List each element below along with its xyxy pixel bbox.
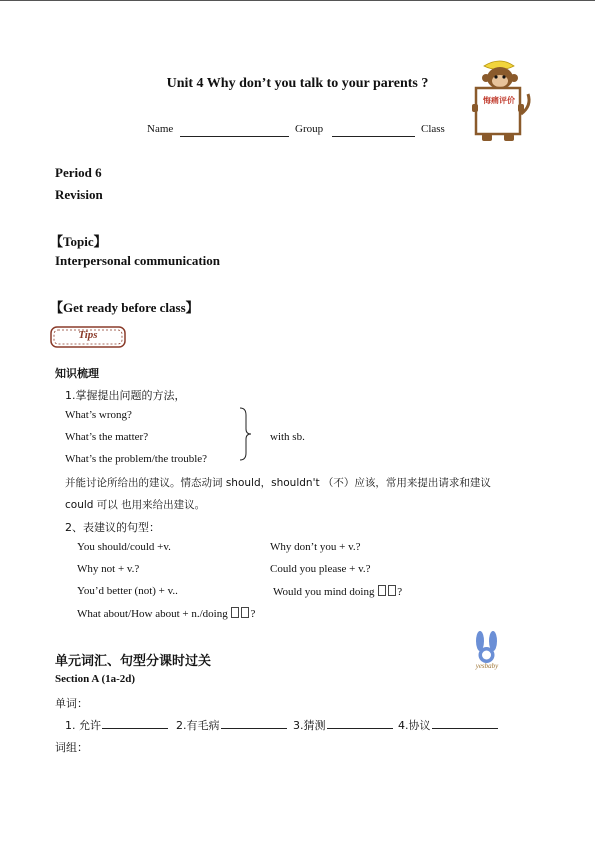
phrases-label: 词组：	[55, 741, 88, 754]
words-label: 单词：	[55, 697, 88, 710]
badge-text: 悔痛评价	[483, 96, 515, 105]
ready-heading: 【Get ready before class】	[50, 300, 199, 315]
vocab-blank-1[interactable]	[102, 717, 168, 729]
vocab-item-3: 3.猜测	[293, 717, 393, 733]
bunny-logo-text: yesbaby	[475, 662, 499, 670]
vocab-blank-3[interactable]	[327, 717, 393, 729]
vocab-item-1: 1. 允许	[65, 717, 168, 733]
pattern-left-3: You’d better (not) + v..	[77, 585, 178, 597]
page-title: Unit 4 Why don’t you talk to your parents ?	[166, 76, 429, 91]
group-blank[interactable]	[332, 125, 415, 137]
point-2: 2、表建议的句型：	[65, 521, 160, 534]
question-3: What’s the problem/the trouble?	[65, 453, 208, 465]
pattern-right-3: Would you mind doing	[273, 586, 375, 598]
pattern-left-2: Why not + v.?	[77, 563, 140, 575]
vocab-blank-4[interactable]	[432, 717, 498, 729]
period-label: Period 6	[55, 165, 102, 180]
pattern-right-1: Why don’t you + v.?	[270, 541, 361, 553]
vocab-blank-2[interactable]	[221, 717, 287, 729]
top-rule	[0, 0, 595, 1]
name-label: Name	[147, 123, 174, 135]
question-2: What’s the matter?	[65, 431, 149, 443]
missing-glyph-icon	[378, 585, 386, 596]
class-label: Class	[421, 123, 445, 135]
unit-heading: 单元词汇、句型分课时过关	[55, 654, 212, 669]
missing-glyph-icon	[231, 607, 239, 618]
vocab-item-2: 2.有毛病	[176, 717, 287, 733]
with-sb-label: with sb.	[270, 431, 305, 443]
topic-heading: 【Topic】	[50, 234, 107, 249]
pattern-left-4-wrap: What about/How about + n./doing ?	[77, 608, 256, 620]
advice-line-2: could 可以 也用来给出建议。	[65, 499, 206, 511]
point-1: 1.掌握提出问题的方法，	[65, 389, 186, 402]
pattern-right-2: Could you please + v.?	[270, 563, 371, 575]
topic-text: Interpersonal communication	[55, 253, 221, 268]
group-label: Group	[295, 123, 324, 135]
tips-label: Tips	[78, 329, 98, 341]
pattern-left-1: You should/could +v.	[77, 541, 171, 553]
missing-glyph-icon	[241, 607, 249, 618]
missing-glyph-icon	[388, 585, 396, 596]
section-a-heading: Section A (1a-2d)	[55, 673, 136, 685]
advice-line-1: 并能讨论所给出的建议。情态动词 should，shouldn't （不）应该，常用来提出请求和建议	[65, 477, 491, 489]
question-1: What’s wrong?	[65, 409, 132, 421]
pattern-right-3-wrap: Would you mind doing ?	[273, 586, 403, 598]
revision-label: Revision	[55, 187, 103, 202]
pattern-left-4: What about/How about + n./doing	[77, 608, 228, 620]
vocab-item-4: 4.协议	[398, 717, 498, 733]
right-brace-icon	[238, 407, 252, 461]
knowledge-heading: 知识梳理	[55, 367, 99, 380]
name-blank[interactable]	[180, 125, 289, 137]
